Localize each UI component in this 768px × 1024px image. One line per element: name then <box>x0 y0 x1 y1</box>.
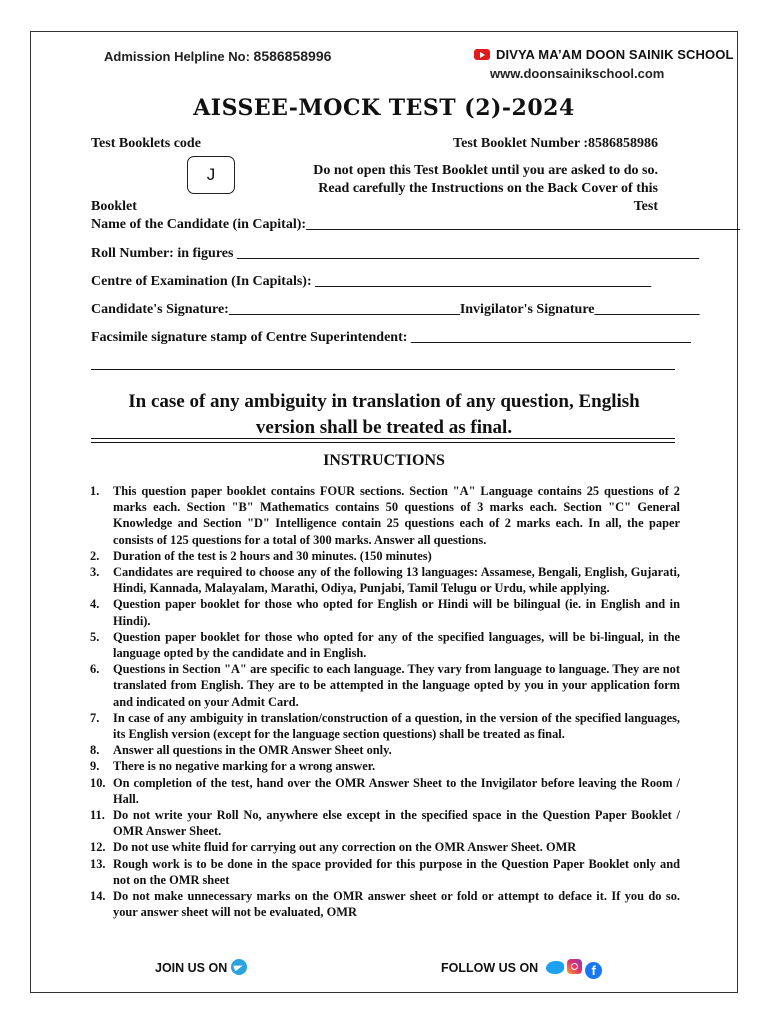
divider-double-2 <box>91 442 675 443</box>
booklet-code-label: Test Booklets code <box>91 136 201 151</box>
school-name: DIVYA MA’AM DOON SAINIK SCHOOL <box>496 47 734 62</box>
instruction-item <box>90 775 680 807</box>
helpline-label: Admission Helpline No: <box>104 49 250 64</box>
test-word: Test <box>633 199 658 214</box>
notice-line-1: Do not open this Test Booklet until you are asked to do so. <box>313 163 658 178</box>
candidate-name-field[interactable]: Name of the Candidate (in Capital):______________________________________________________________ <box>91 217 741 232</box>
ambiguity-line-1: In case of any ambiguity in translation of any question, English <box>128 391 640 412</box>
instruction-item <box>90 742 680 758</box>
roll-number-field[interactable]: Roll Number: in figures __________________________________________________________________ <box>91 246 699 261</box>
helpline-number: 8586858996 <box>253 48 332 64</box>
instagram-icon[interactable] <box>567 959 582 974</box>
instruction-text: There is no negative marking for a wrong answer. <box>113 759 376 774</box>
instruction-number: 1. <box>90 484 100 498</box>
instruction-number: 11. <box>90 808 105 823</box>
instruction-item <box>90 888 680 920</box>
instruction-number: 12. <box>90 840 106 855</box>
instruction-number: 9. <box>90 759 100 774</box>
facebook-icon[interactable]: f <box>585 962 602 979</box>
instruction-number: 14. <box>90 889 106 904</box>
instruction-number: 7. <box>90 710 100 725</box>
instruction-number: 10. <box>90 775 106 790</box>
instruction-text: Answer all questions in the OMR Answer Sheet only. <box>113 743 392 758</box>
instruction-text: Question paper booklet for those who opted for any of the specified languages, will be bi-lingual, in the language opted by the candidate and in English. <box>113 629 680 661</box>
ambiguity-notice <box>0 389 768 441</box>
instruction-text: Rough work is to be done in the space provided for this purpose in the Question Paper Booklet only and not on the OMR sheet <box>113 856 680 887</box>
instruction-text: Question paper booklet for those who opted for English or Hindi will be bilingual (ie. in English and in Hindi). <box>113 597 680 628</box>
join-us <box>155 959 247 975</box>
instruction-item <box>90 807 680 839</box>
divider-top <box>91 369 675 370</box>
twitter-icon[interactable] <box>546 961 564 974</box>
website-link[interactable]: www.doonsainikschool.com <box>490 66 665 81</box>
youtube-icon[interactable] <box>474 49 490 60</box>
booklet-word: Booklet <box>91 199 137 214</box>
instruction-number: 2. <box>90 548 100 563</box>
instruction-number: 5. <box>90 629 100 644</box>
follow-label: FOLLOW US ON <box>441 961 539 975</box>
helpline <box>104 48 331 64</box>
follow-us <box>441 959 602 979</box>
instruction-number: 13. <box>90 856 106 871</box>
ambiguity-line-2: version shall be treated as final. <box>255 417 513 438</box>
instruction-item <box>90 710 680 742</box>
notice-line-2: Read carefully the Instructions on the Back Cover of this <box>318 181 658 196</box>
divider-double-1 <box>91 438 675 439</box>
instructions-list <box>90 483 680 920</box>
instruction-number: 8. <box>90 743 100 758</box>
instruction-item <box>90 564 680 596</box>
instruction-text: This question paper booklet contains FOUR sections. Section "A" Language contains 25 questions of 2 marks each. Section "B" Mathematics contains 50 questions of 3 marks each. Section "C" General Knowledge and Section "D" Intelligence contain 25 questions each of 2 marks each. In all, the paper consists of 125 questions for a total of 300 marks. Answer all questions. <box>113 484 680 547</box>
booklet-code-box: J <box>187 156 235 194</box>
instruction-text: Do not write your Roll No, anywhere else except in the specified space in the Question Paper Booklet / OMR Answer Sheet. <box>113 808 680 839</box>
instruction-item <box>90 629 680 661</box>
instruction-item <box>90 758 680 774</box>
instruction-item <box>90 548 680 564</box>
instruction-item <box>90 856 680 888</box>
instruction-number: 4. <box>90 597 100 612</box>
instruction-item <box>90 483 680 548</box>
instruction-text: Do not make unnecessary marks on the OMR answer sheet or fold or attempt to deface it. If you do so. your answer sheet will not be evaluated, OMR <box>113 889 680 920</box>
instruction-text: Questions in Section "A" are specific to each language. They vary from language to language. They are not translated from English. They are to be attempted in the language opted by you in your application form and indicated on your Admit Card. <box>113 662 680 709</box>
signature-field[interactable]: Candidate's Signature:_________________________________Invigilator's Signature_______________ <box>91 302 700 317</box>
centre-field[interactable]: Centre of Examination (In Capitals): ________________________________________________ <box>91 274 652 289</box>
instructions-title: INSTRUCTIONS <box>323 452 445 469</box>
telegram-icon[interactable] <box>231 959 247 975</box>
school-header <box>474 47 734 62</box>
instruction-number: 3. <box>90 565 100 580</box>
join-label: JOIN US ON <box>155 961 228 975</box>
instruction-text: Duration of the test is 2 hours and 30 minutes. (150 minutes) <box>113 548 432 563</box>
instruction-number: 6. <box>90 662 100 677</box>
instruction-text: On completion of the test, hand over the OMR Answer Sheet to the Invigilator before leaving the Room / Hall. <box>113 775 680 806</box>
instruction-item <box>90 596 680 628</box>
instruction-text: Candidates are required to choose any of the following 13 languages: Assamese, Bengali, English, Gujarati, Hindi, Kannada, Malayalam, Marathi, Odiya, Punjabi, Tamil Telugu or Urdu, while applying. <box>113 565 680 596</box>
page-title: AISSEE-MOCK TEST (2)-2024 <box>193 95 575 121</box>
instruction-text: Do not use white fluid for carrying out any correction on the OMR Answer Sheet. OMR <box>113 840 577 855</box>
stamp-field[interactable]: Facsimile signature stamp of Centre Superintendent: ________________________________________ <box>91 330 691 345</box>
booklet-number: Test Booklet Number :8586858986 <box>453 136 658 151</box>
instruction-item <box>90 661 680 710</box>
instruction-item <box>90 839 680 855</box>
instruction-text: In case of any ambiguity in translation/construction of a question, in the version of the specified languages, its English version (except for the language section questions) shall be treated as final. <box>113 710 680 742</box>
